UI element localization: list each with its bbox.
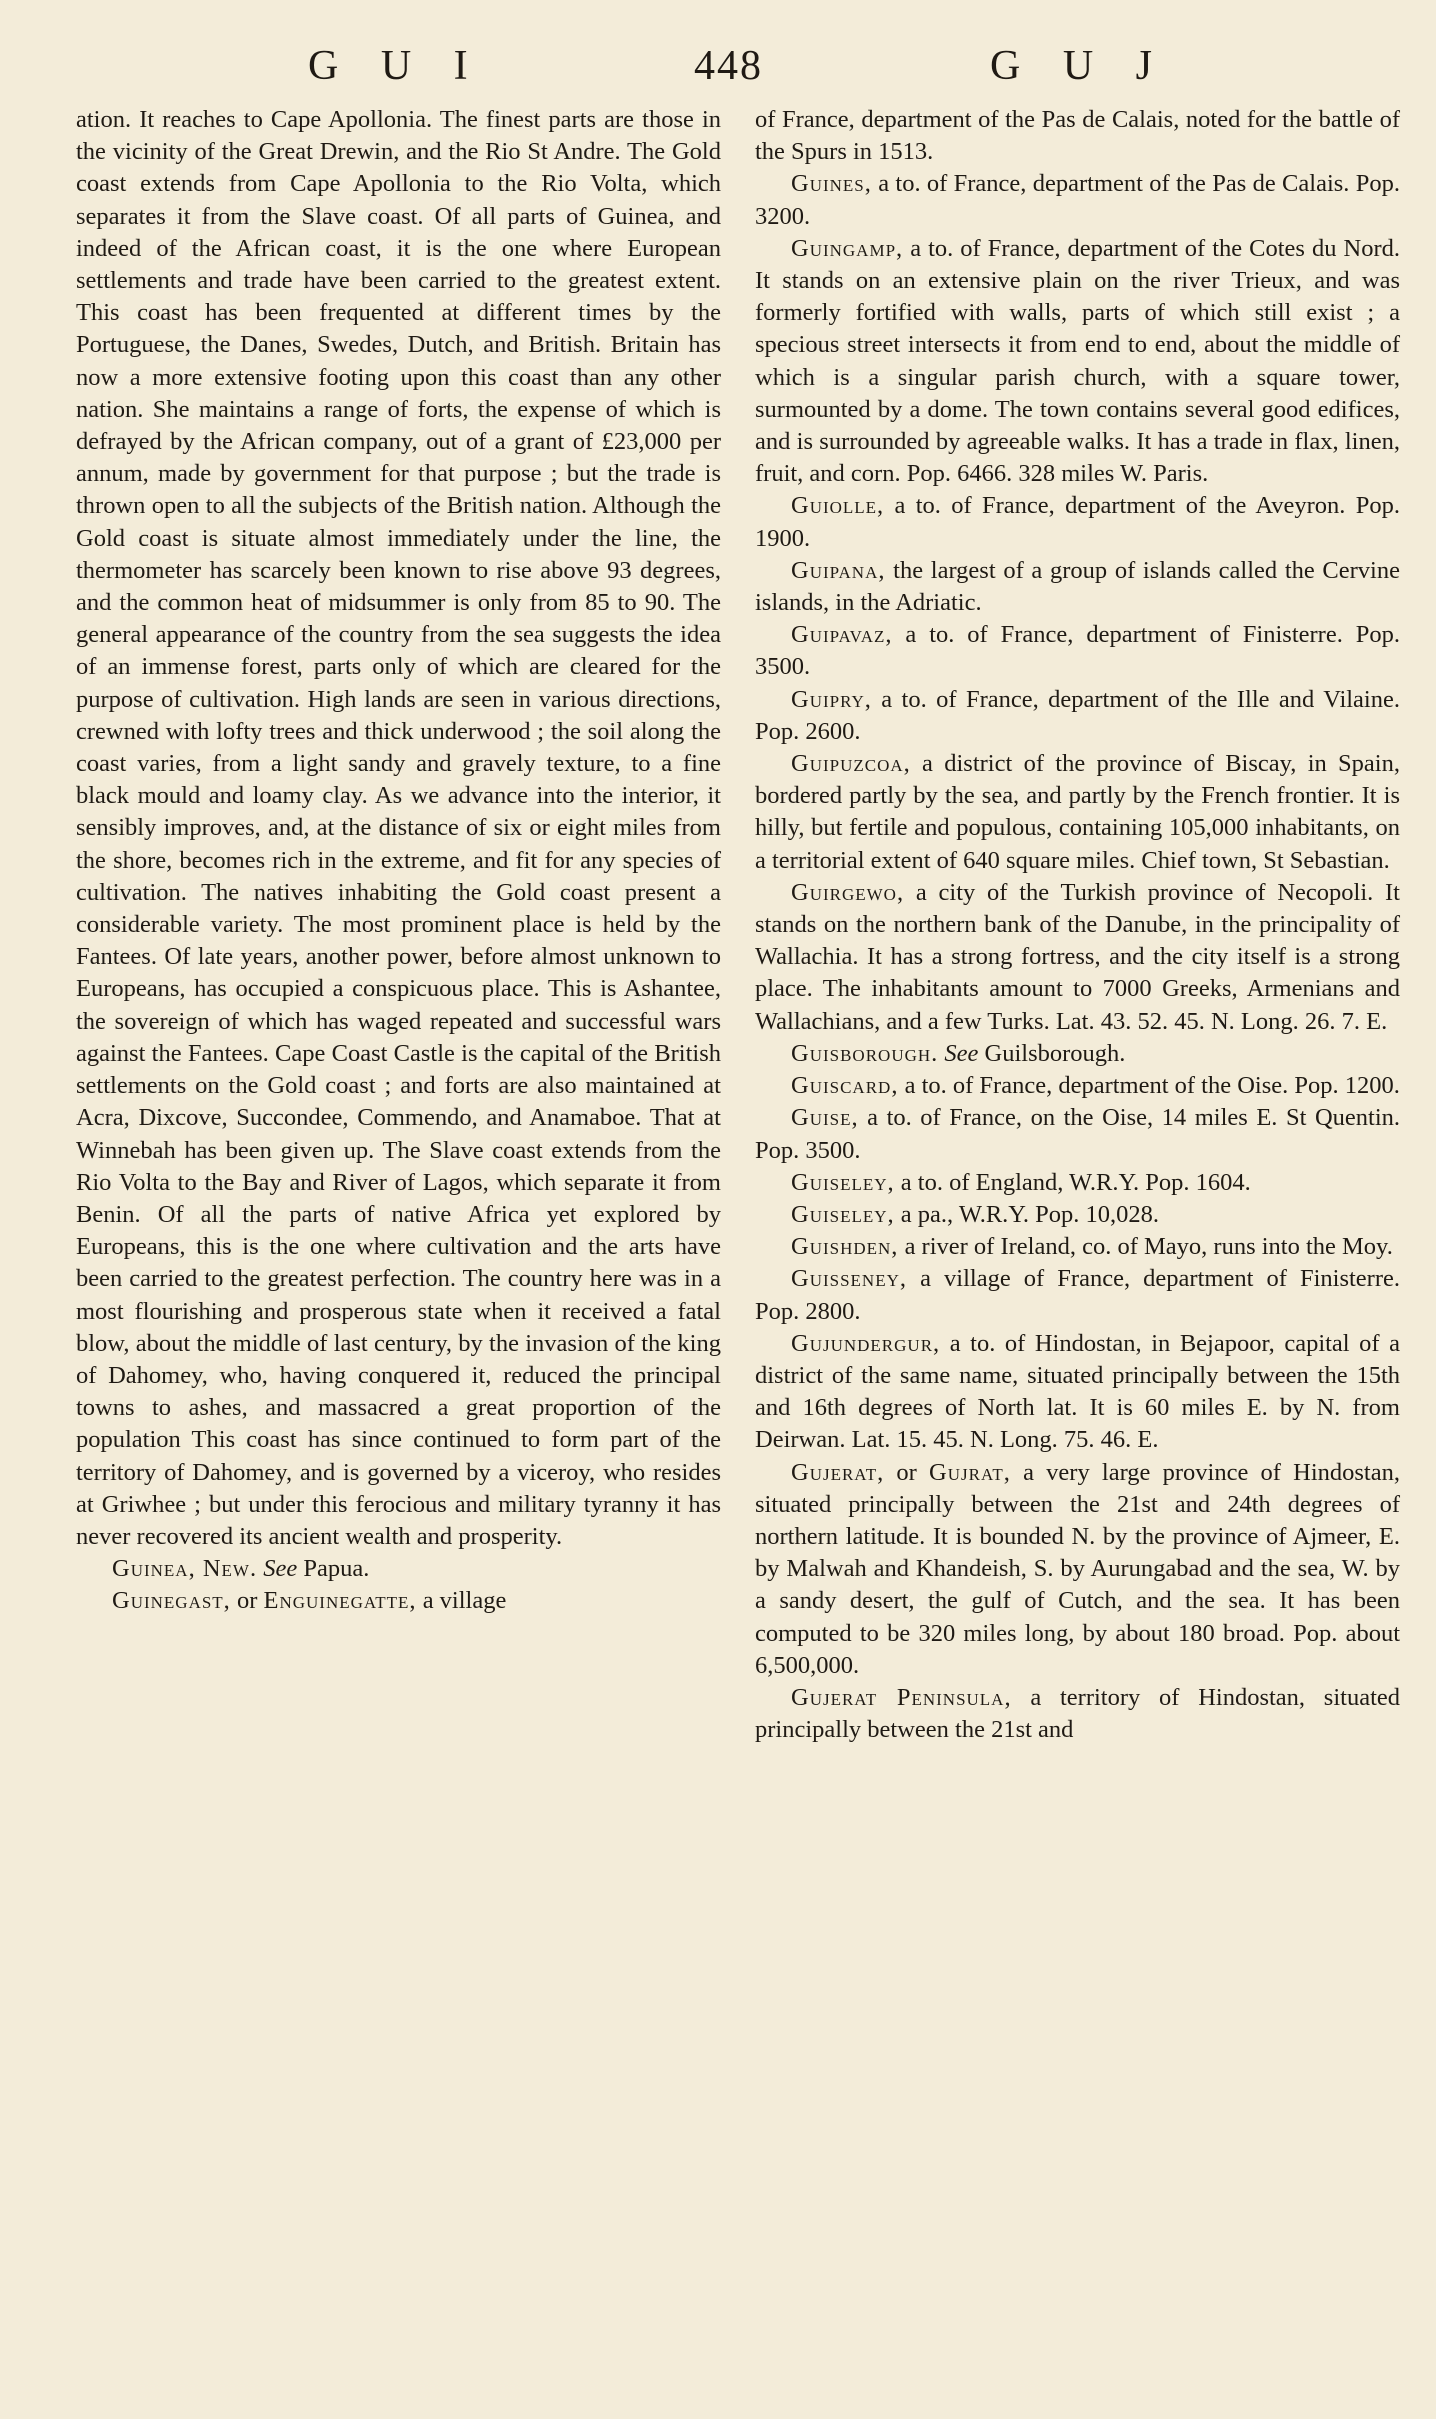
entry-guise xyxy=(755,1102,1400,1166)
entry-text: a to. of France, department of the Ille and Vilaine. Pop. 2600. xyxy=(755,685,1400,745)
entry-text: a to. of England, W.R.Y. Pop. 1604. xyxy=(894,1168,1251,1196)
entry-headword: Guiolle, xyxy=(791,492,885,520)
entry-guinea-new xyxy=(76,1553,721,1585)
entry-guirgewo xyxy=(755,877,1400,1038)
entry-text: a very large province of Hindostan, situated principally between the 21st and 24th degrees of northern latitude. It is bounded N. by the province of Ajmeer, E. by Malwah and Khandeish, S. by Aurungabad and the sea, W. by a sandy desert, the gulf of Cutch, and the sea. It has been computed to be 320 miles long, by about 180 broad. Pop. about 6,500,000. xyxy=(755,1458,1400,1679)
entry-headword-alt: Enguinegatte, xyxy=(263,1587,417,1615)
entry-guipuzcoa xyxy=(755,748,1400,877)
entry-guines xyxy=(755,168,1400,232)
entry-text: a territory of Hindostan, situated principally between the 21st and xyxy=(755,1683,1400,1744)
entry-headword: Guipana, xyxy=(791,556,886,584)
entry-gujerat xyxy=(755,1457,1400,1682)
entry-text: a pa., W.R.Y. Pop. 10,028. xyxy=(894,1200,1159,1228)
entry-guipavaz xyxy=(755,619,1400,683)
entry-headword-alt: Gujrat, xyxy=(929,1458,1011,1486)
entry-gujundergur xyxy=(755,1328,1400,1457)
entry-guishden xyxy=(755,1231,1400,1263)
running-header xyxy=(0,42,1436,90)
entry-guipry xyxy=(755,684,1400,748)
entry-text: a to. of France, on the Oise, 14 miles E. St Quentin. Pop. 3500. xyxy=(755,1104,1400,1164)
left-column xyxy=(76,104,721,1618)
entry-headword: Guisseney, xyxy=(791,1265,907,1293)
entry-headword: Guipavaz, xyxy=(791,621,893,649)
entry-headword: Guinea, New. xyxy=(112,1555,258,1583)
see-reference: See xyxy=(938,1039,979,1067)
entry-guiseley-parish xyxy=(755,1199,1400,1231)
entry-headword: Guisborough. xyxy=(791,1039,939,1067)
entry-text: a to. of France, department of the Pas de Calais. Pop. 3200. xyxy=(755,170,1400,230)
entry-connector: or xyxy=(230,1587,264,1615)
entry-headword: Guirgewo, xyxy=(791,878,905,906)
entry-text: a to. of France, department of the Oise. Pop. 1200. xyxy=(898,1072,1400,1100)
entry-guiseley-town xyxy=(755,1167,1400,1199)
entry-headword: Gujerat Peninsula, xyxy=(791,1683,1012,1711)
entry-text: a to. of Hindostan, in Bejapoor, capital of a district of the same name, situated principally between the 15th and 16th degrees of North lat. It is 60 miles E. by N. from Deirwan. Lat. 15. 45. N. Long. 75. 46. E. xyxy=(755,1329,1400,1454)
entry-guiscard xyxy=(755,1070,1400,1102)
entry-headword: Gujerat, xyxy=(791,1458,885,1486)
entry-text: a district of the province of Biscay, in Spain, bordered partly by the sea, and partly by the French frontier. It is hilly, but fertile and populous, containing 105,000 inhabitants, on a territorial extent of 640 square miles. Chief town, St Sebastian. xyxy=(755,750,1400,874)
entry-headword: Guipuzcoa, xyxy=(791,750,911,778)
entry-headword: Guiseley, xyxy=(791,1200,895,1228)
entry-guinegast xyxy=(76,1585,721,1617)
entry-connector: or xyxy=(884,1458,930,1486)
entry-guipana xyxy=(755,555,1400,619)
entry-guisborough xyxy=(755,1038,1400,1070)
see-reference: See xyxy=(263,1555,298,1583)
entry-headword: Guines, xyxy=(791,170,872,198)
continued-entry-text: ation. It reaches to Cape Apollonia. The finest parts are those in the vicinity of the Great Drewin, and the Rio St Andre. The Gold coast extends from Cape Apollonia to the Rio Volta, which separates it from the Slave coast. Of all parts of Guinea, and indeed of the African coast, it is the one where European settlements and trade have been carried to the greatest extent. This coast has been frequented at different times by the Portuguese, the Danes, Swedes, Dutch, and British. Britain has now a more extensive footing upon this coast than any other nation. She maintains a range of forts, the expense of which is defrayed by the African company, out of a grant of £23,000 per annum, made by government for that purpose ; but the trade is thrown open to all the subjects of the British nation. Although the Gold coast is situate almost immediately under the line, the thermometer has scarcely been known to rise above 93 degrees, and the common heat of midsummer is only from 85 to 90. The general appearance of the country from the sea suggests the idea of an immense forest, parts only of which are cleared for the purpose of cultivation. High lands are seen in various directions, crewned with lofty trees and thick underwood ; the soil along the coast varies, from a light sandy and gravely texture, to a fine black mould and loamy clay. As we advance into the interior, it sensibly improves, and, at the distance of six or eight miles from the shore, becomes rich in the extreme, and fit for any species of cultivation. The natives inhabiting the Gold coast present a considerable variety. The most prominent place is held by the Fantees. Of late years, another power, before almost unknown to Europeans, has occupied a conspicuous place. This is Ashantee, the sovereign of which has waged repeated and successful wars against the Fantees. Cape Coast Castle is the capital of the British settlements on the Gold coast ; and forts are also maintained at Acra, Dixcove, Succondee, Commendo, and Anamaboe. That at Winnebah has been given up. The Slave coast extends from the Rio Volta to the Bay and River of Lagos, which separate it from Benin. Of all the parts of native Africa yet explored by Europeans, this is the one where cultivation and the arts have been carried to the greatest perfection. The country here was in a most flourishing and prosperous state when it received a fatal blow, about the middle of last century, by the invasion of the king of Dahomey, who, having conquered it, reduced the principal towns to ashes, and massacred a great proportion of the population This coast has since continued to form part of the territory of Dahomey, and is governed by a viceroy, who resides at Griwhee ; but under this ferocious and military tyranny it has never recovered its ancient wealth and prosperity. xyxy=(76,106,721,1550)
entry-headword: Guise, xyxy=(791,1104,859,1132)
entry-text: a to. of France, department of Finisterre. Pop. 3500. xyxy=(755,621,1400,681)
entry-text: a to. of France, department of the Cotes du Nord. It stands on an extensive plain on the river Trieux, and was formerly fortified with walls, parts of which still exist ; a specious street intersects it from end to end, about the middle of which is a singular parish church, with a square tower, surmounted by a dome. The town contains several good edifices, and is surrounded by agreeable walks. It has a trade in flax, linen, fruit, and corn. Pop. 6466. 328 miles W. Paris. xyxy=(755,234,1400,488)
entry-headword: Guinegast, xyxy=(112,1587,231,1615)
entry-text: a river of Ireland, co. of Mayo, runs into the Moy. xyxy=(898,1233,1393,1261)
entry-text: a village xyxy=(416,1587,507,1615)
header-left-guide: G U I xyxy=(308,43,484,89)
entry-text: a city of the Turkish province of Necopoli. It stands on the northern bank of the Danube, in the principality of Wallachia. It has a strong fortress, and the city itself is a strong place. The inhabitants amount to 7000 Greeks, Armenians and Wallachians, and a few Turks. Lat. 43. 52. 45. N. Long. 26. 7. E. xyxy=(755,878,1400,1035)
entry-text: a village of France, department of Finisterre. Pop. 2800. xyxy=(755,1265,1400,1325)
entry-text: Guilsborough. xyxy=(978,1039,1126,1067)
entry-text: Papua. xyxy=(297,1555,370,1583)
page-number: 448 xyxy=(694,43,763,89)
entry-headword: Guipry, xyxy=(791,685,872,713)
entry-guiolle xyxy=(755,490,1400,554)
entry-text: a to. of France, department of the Aveyron. Pop. 1900. xyxy=(755,492,1400,552)
entry-headword: Guingamp, xyxy=(791,234,904,262)
entry-headword: Guishden, xyxy=(791,1233,899,1261)
entry-headword: Guiseley, xyxy=(791,1168,895,1196)
right-column xyxy=(755,104,1400,1746)
continued-entry-text: of France, department of the Pas de Calais, noted for the battle of the Spurs in 1513. xyxy=(755,106,1400,166)
entry-guisseney xyxy=(755,1263,1400,1327)
entry-text: the largest of a group of islands called the Cervine islands, in the Adriatic. xyxy=(755,556,1400,617)
entry-gujerat-peninsula xyxy=(755,1682,1400,1746)
entry-headword: Guiscard, xyxy=(791,1072,899,1100)
entry-guingamp xyxy=(755,233,1400,491)
header-right-guide: G U J xyxy=(990,43,1169,89)
entry-headword: Gujundergur, xyxy=(791,1329,941,1357)
